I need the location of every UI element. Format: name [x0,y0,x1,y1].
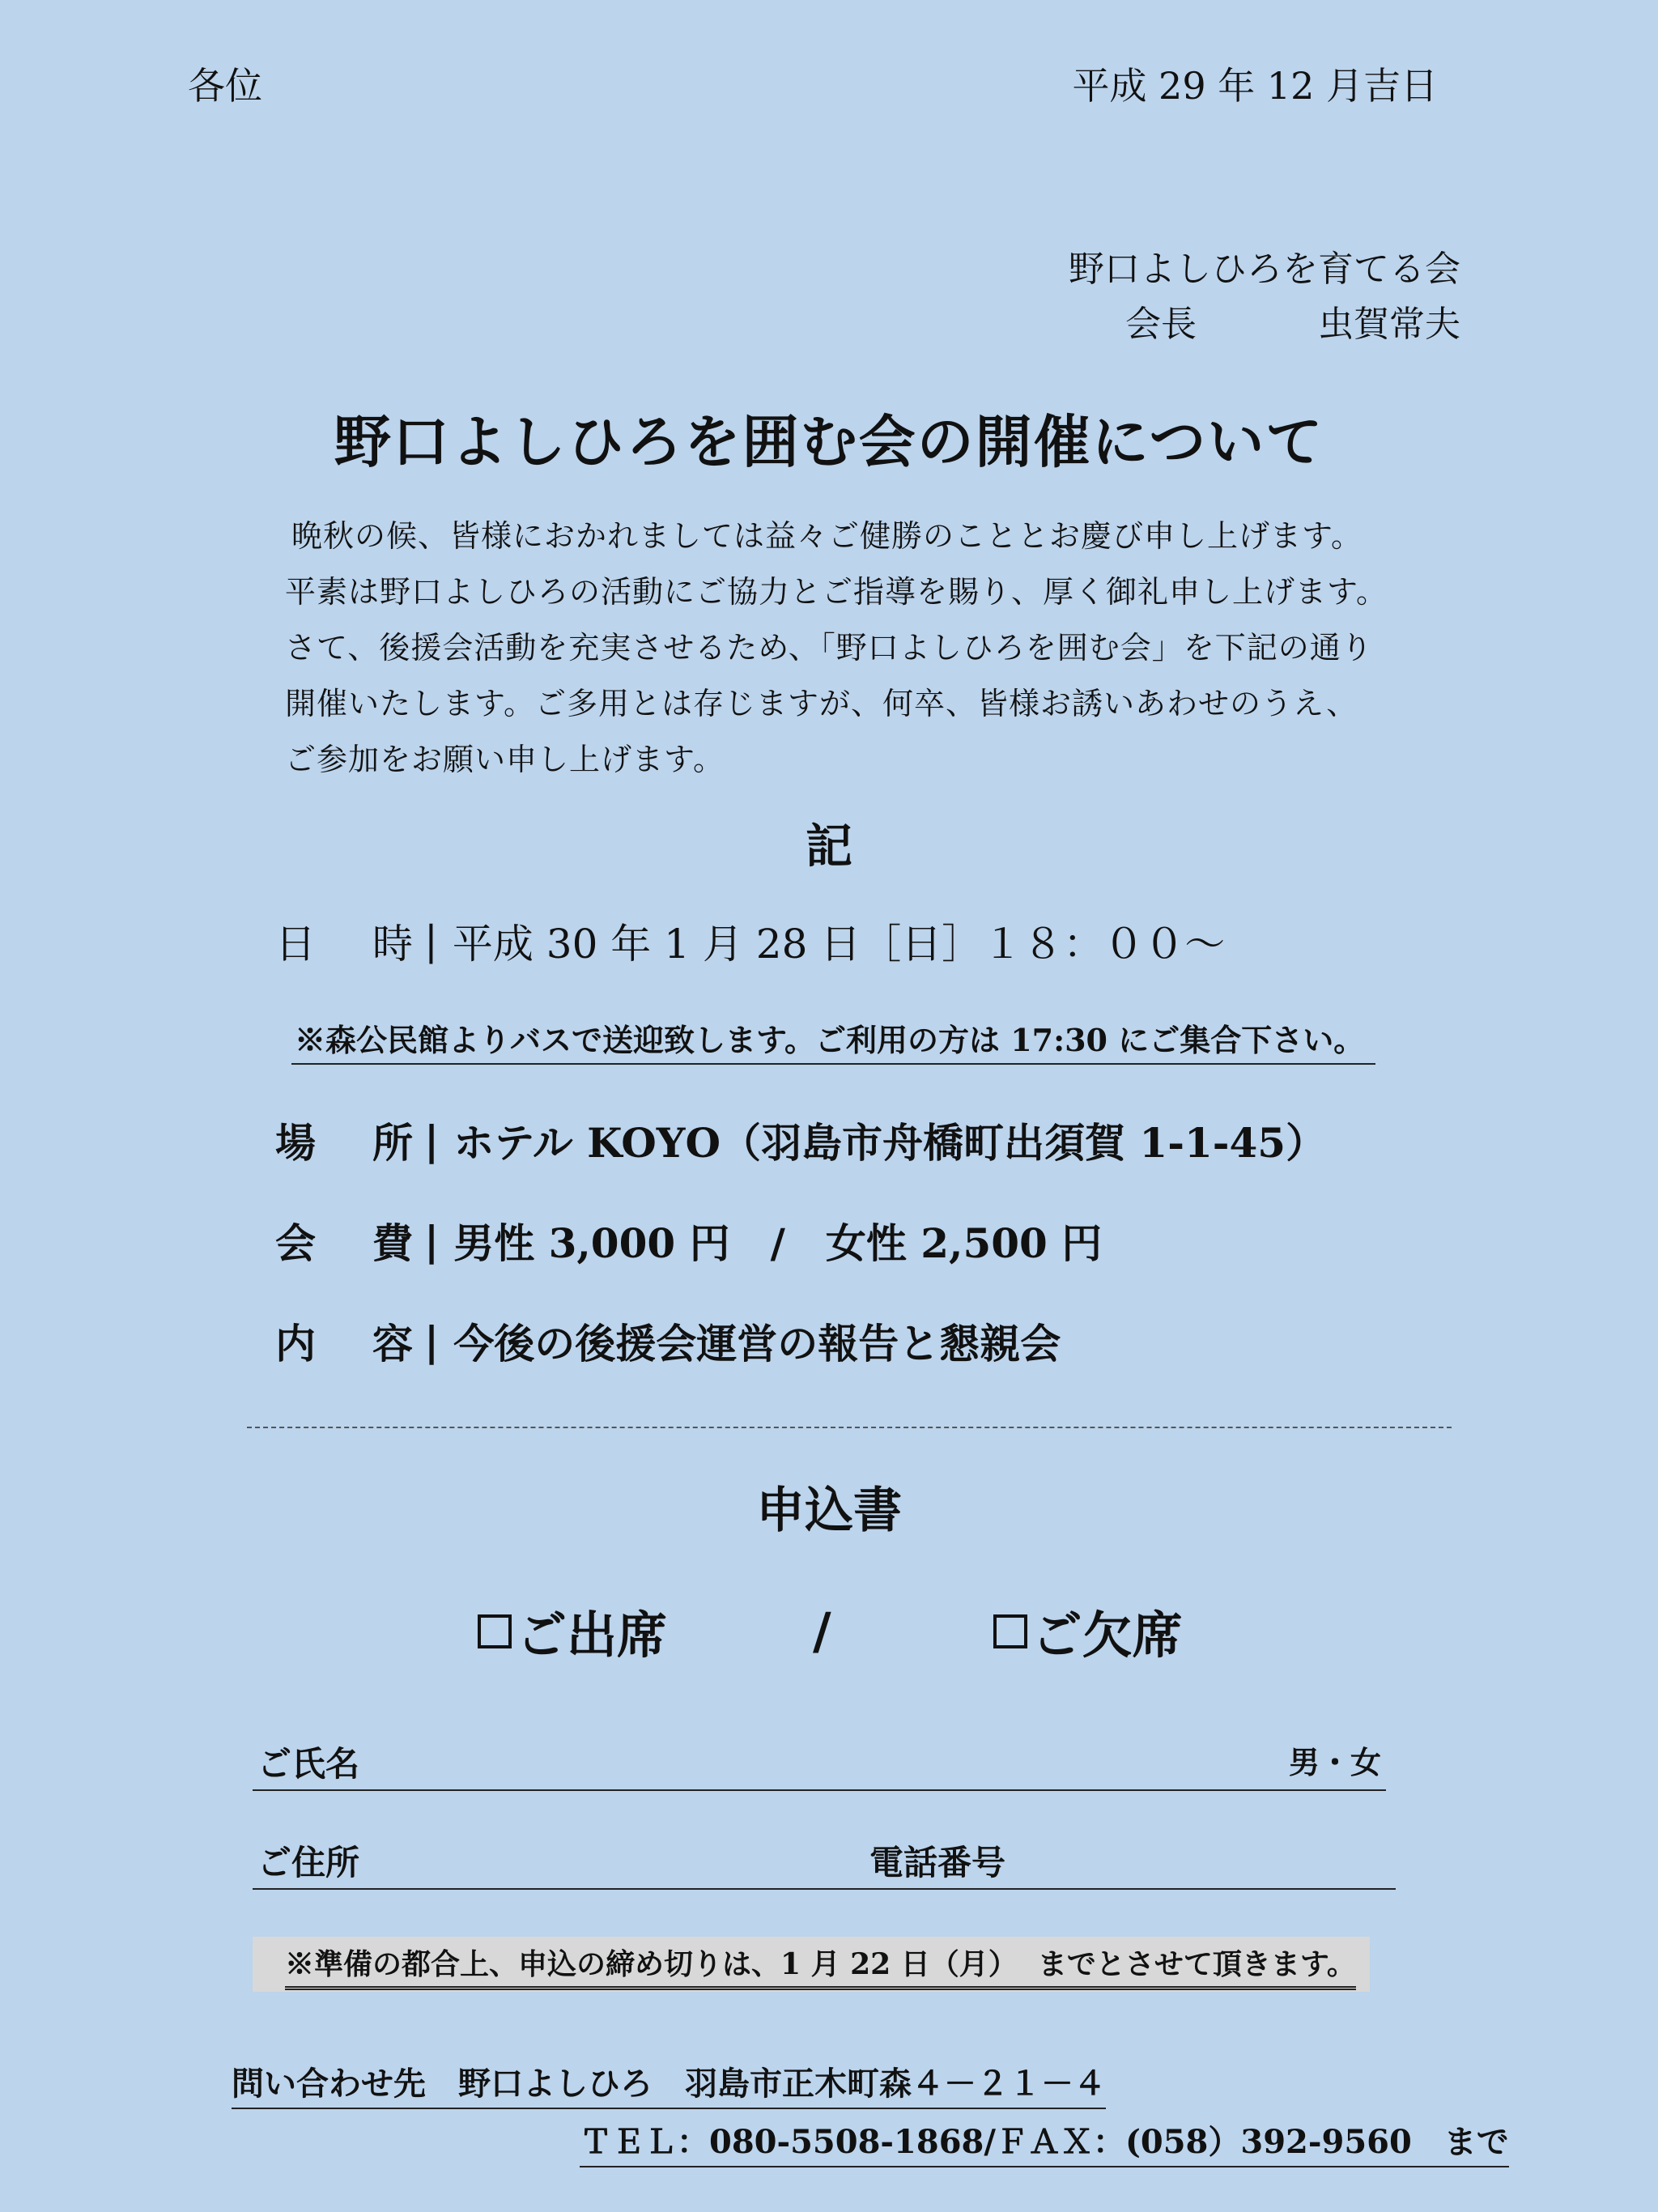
attendance-choice [478,1595,1183,1667]
deadline-note: ※準備の都合上、申込の締め切りは、1 月 22 日（月） までとさせて頂きます。 [285,1942,1356,1990]
body-line: 平素は野口よしひろの活動にご協力とご指導を賜り、厚く御礼申し上げます。 [285,574,1388,610]
label-char: 容 [372,1320,413,1368]
detail-label [275,1312,413,1370]
label-char: 会 [275,1219,316,1267]
label-char: 時 [372,921,413,968]
detail-content [275,1312,1061,1370]
detail-value: 男性 3,000 円 / 女性 2,500 円 [453,1219,1103,1267]
body-line: 晩秋の候、皆様におかれましては益々ご健勝のこととお慶び申し上げます。 [291,518,1363,554]
contact-phone-fax: ＴＥＬ：080-5508-1868/ＦＡＸ：(058）392-9560 まで [580,2116,1509,2167]
detail-datetime [275,912,1225,970]
chair-title: 会長 [1125,304,1197,345]
label-char: 日 [275,921,316,968]
label-char: 所 [372,1119,413,1167]
separator: | [424,1116,440,1164]
bus-note: ※森公民館よりバスで送迎致します。ご利用の方は 17:30 にご集合下さい。 [291,1015,1375,1065]
phone-label: 電話番号 [869,1843,1006,1882]
body-line: さて、後援会活動を充実させるため、「野口よしひろを囲む会」を下記の通り [285,630,1373,666]
body-line: ご参加をお願い申し上げます。 [285,742,725,777]
absent-label: ご欠席 [1031,1606,1183,1665]
separator: | [424,917,438,964]
issue-date: 平成 29 年 12 月吉日 [1072,64,1438,108]
attend-label: ご出席 [517,1606,668,1665]
name-field[interactable] [253,1738,1386,1791]
ki-heading: 記 [805,819,852,874]
contact-address: 問い合わせ先 野口よしひろ 羽島市正木町森４－２１－４ [232,2058,1106,2109]
detail-label [275,1211,413,1270]
detail-value: 今後の後援会運営の報告と懇親会 [453,1320,1061,1368]
name-label: ご氏名 [257,1744,360,1784]
detail-value: ホテル KOYO（羽島市舟橋町出須賀 1-1-45） [453,1119,1327,1167]
addressee: 各位 [188,64,262,108]
detail-label [275,912,413,970]
body-line: 開催いたします。ご多用とは存じますが、何卒、皆様お誘いあわせのうえ、 [285,686,1358,721]
chair-name: 虫賀常夫 [1318,304,1460,345]
organization-name: 野口よしひろを育てる会 [1069,249,1460,290]
gender-label: 男・女 [1288,1744,1381,1780]
label-char: 内 [275,1320,316,1368]
cut-line-divider [247,1427,1452,1428]
detail-value: 平成 30 年 1 月 28 日［日］１８：００～ [452,921,1226,968]
document-title: 野口よしひろを囲む会の開催について [334,408,1324,475]
absent-checkbox[interactable] [993,1614,1027,1648]
detail-label [275,1111,413,1169]
detail-place [275,1111,1326,1169]
attend-checkbox[interactable] [478,1614,512,1648]
choice-slash: / [813,1602,831,1661]
detail-fee [275,1211,1102,1270]
chair-line [1125,295,1460,347]
address-label: ご住所 [257,1843,360,1882]
separator: | [424,1216,440,1265]
label-char: 場 [275,1119,316,1167]
separator: | [424,1317,440,1365]
address-field[interactable] [253,1836,1396,1890]
body-text [285,508,1388,788]
label-char: 費 [372,1219,413,1267]
form-title: 申込書 [756,1482,902,1539]
